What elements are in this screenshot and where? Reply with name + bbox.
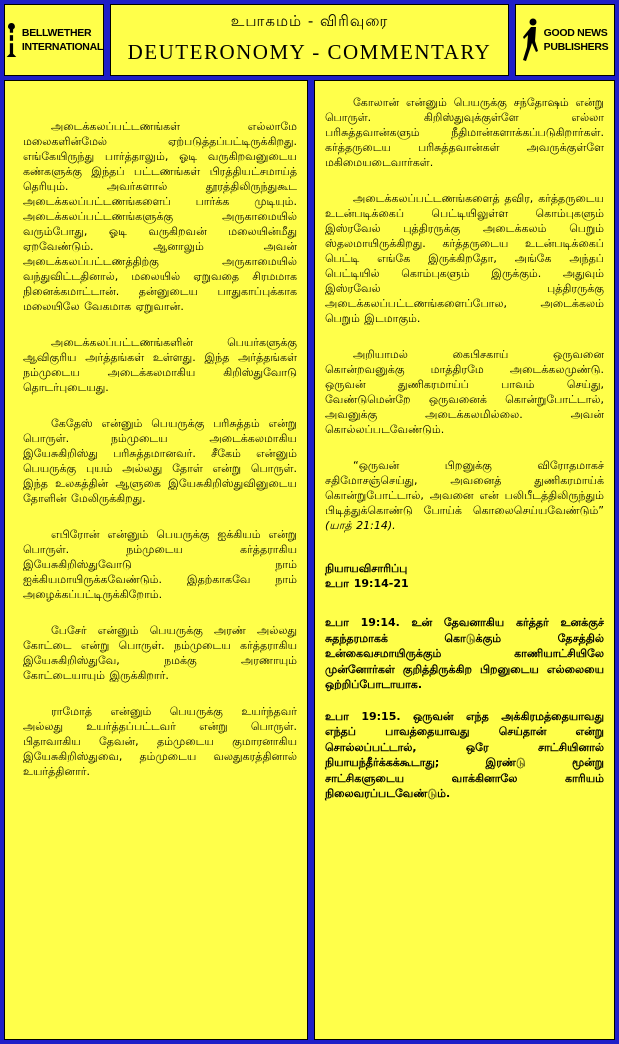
paragraph: எபிரோன் என்னும் பெயருக்கு ஐக்கியம் என்று பொருள். நம்முடைய கர்த்தராகிய இயேசுகிறிஸ்துவோடு நாம் ஐக்கியமாயிருக்கவேண்டும். இதற்காகவே நாம் அழைக்கப்பட்டிருக்கிறோம். (23, 528, 297, 601)
verse-paragraph: உபா 19:15. ஒருவன் எந்த அக்கிரமத்தையாவது எந்தப் பாவத்தையாவது செய்தான் என்று சொல்லப்பட்டால், ஒரே சாட்சியினால் நியாயந்தீர்க்கக்கூடாது; இரண்டு மூன்று சாட்சிகளுடைய வாக்கினாலே காரியம் நிலைவரப்படவேண்டும். (325, 709, 604, 800)
paragraph: அடைக்கலப்பட்டணங்களைத் தவிர, கர்த்தருடைய உடன்படிக்கைப் பெட்டியிலுள்ள கொம்புகளும் இஸ்ரவேல் புத்திரருக்கு அடைக்கலம் பெறும் ஸ்தலமாயிருக்கிறது. கர்த்தருடைய உடன்படிக்கைப் பெட்டி எங்கே இருக்கிறதோ, அங்கே அந்தப் பெட்டியில் கொம்புகளும் இருக்கும். அதுவும் இஸ்ரவேல் புத்திரருக்கு அடைக்கலப்பட்டணங்களைப்போல, அடைக்கலம் பெறும் இடமாகும். (325, 192, 604, 325)
scripture-quote (325, 458, 604, 533)
paragraph: அடைக்கலப்பட்டணங்கள் எல்லாமே மலைகளின்மேல் ஏற்படுத்தப்பட்டிருக்கிறது. எங்கேயிருந்து பார்த்தாலும், ஓடி வருகிறவனுடைய கண்களுக்கு இந்தப் பட்டணங்கள் பிரத்தியட்சமாய்த் தெரியும். அவர்களால் தூரத்திலிருந்துகூட அடைக்கலப்பட்டணங்களைப் பார்க்க முடியும். அடைக்கலப்பட்டணங்களுக்கு அருகாமையில் வரும்போது, ஓடி வருகிறவன் மலையின்மீது ஏறவேண்டும். ஆனாலும் அவன் அடைக்கலப்பட்டணத்திற்கு அருகாமையில் வந்துவிட்டதினால், மலையில் ஏறுவதை சிரமமாக நினைக்கமாட்டான். தன்னுடைய பாதுகாப்புக்காக மலையிலே வேகமாக ஏறுவான். (23, 120, 297, 313)
paragraph: கோலான் என்னும் பெயருக்கு சந்தோஷம் என்று பொருள். கிறிஸ்துவுக்குள்ளே எல்லா பரிசுத்தவான்களும் நீதிமான்களாக்கப்படுகிறார்கள். கர்த்தருடைய பரிசுத்தவான்கள் அவருக்குள்ளே மகிமையடைவார்கள். (325, 96, 604, 169)
paragraph: அறியாமல் கைபிசகாய் ஒருவனை கொன்றவனுக்கு மாத்திரமே அடைக்கலமுண்டு. ஒருவன் துணிகரமாய்ப் பாவம் செய்து, வேண்டுமென்றே ஒருவனைக் கொன்றுபோட்டால், அவனுக்கு அடைக்கலமில்லை. அவன் கொல்லப்படவேண்டும். (325, 348, 604, 436)
paragraph: கேதேஸ் என்னும் பெயருக்கு பரிசுத்தம் என்று பொருள். நம்முடைய அடைக்கலமாகிய இயேசுகிறிஸ்து பரிசுத்தமானவர். சீகேம் என்னும் பெயருக்கு புயம் அல்லது தோள் என்று பொருள். இந்த உலகத்தின் ஆளுகை இயேசுகிறிஸ்துவினுடைய தோளின் மேலிருக்கிறது. (23, 417, 297, 505)
paragraph: ராமோத் என்னும் பெயருக்கு உயர்ந்தவர் அல்லது உயர்த்தப்பட்டவர் என்று பொருள். பிதாவாகிய தேவன், தம்முடைய குமாரனாகிய இயேசுகிறிஸ்துவை, தம்முடைய வலதுகரத்தினால் உயர்த்தினார். (23, 705, 297, 778)
logo-right-line-1: GOOD NEWS (543, 27, 608, 39)
section-heading (325, 561, 604, 591)
good-news-runner-icon (522, 17, 540, 63)
paragraph: அடைக்கலப்பட்டணங்களின் பெயர்களுக்கு ஆவிகுரிய அர்த்தங்கள் உள்ளது. இந்த அர்த்தங்கள் நம்முடைய அடைக்கலமாகிய கிறிஸ்துவோடு தொடர்புடையது. (23, 336, 297, 394)
logo-left-line-1: BELLWETHER (21, 27, 92, 39)
page-header (110, 4, 509, 76)
title-tamil: உபாகமம் - விரிவுரை (230, 12, 389, 30)
logo-right-line-2: PUBLISHERS (543, 41, 609, 53)
good-news-logo (515, 4, 615, 76)
logo-left-line-2: INTERNATIONAL (21, 41, 103, 53)
verse-paragraph: உபா 19:14. உன் தேவனாகிய கர்த்தர் உனக்குச் சுதந்தரமாகக் கொடுக்கும் தேசத்தில் உன்கைவசமாயிருக்கும் காணியாட்சியிலே முன்னோர்கள் குறித்திருக்கிற பிறனுடைய எல்லையை ஒற்றிப்போடாயாக. (325, 616, 604, 691)
left-column (4, 80, 308, 1040)
quote-text: “ஒருவன் பிறனுக்கு விரோதமாகச் சதிமோசஞ்செய்து, அவனைத் துணிகரமாய்க் கொன்றுபோட்டால், அவனை என் பலிபீடத்திலிருந்தும் பிடித்துக்கொண்டு போய்க் கொலைசெய்யவேண்டும்” (325, 459, 604, 517)
quote-reference: (யாத் 21:14). (325, 519, 396, 532)
bellwether-logo (4, 4, 104, 76)
section-heading-reference: உபா 19:14-21 (325, 577, 409, 590)
paragraph: பேசேர் என்னும் பெயருக்கு அரண் அல்லது கோட்டை என்று பொருள். நம்முடைய கர்த்தராகிய இயேசுகிறிஸ்துவே, நமக்கு அரணாயும் கோட்டையாயும் இருக்கிறார். (23, 624, 297, 682)
right-column (314, 80, 615, 1040)
title-english: DEUTERONOMY - COMMENTARY (127, 40, 492, 64)
bellwether-sheep-icon (5, 17, 18, 63)
section-heading-title: நியாயவிசாரிப்பு (325, 562, 408, 575)
